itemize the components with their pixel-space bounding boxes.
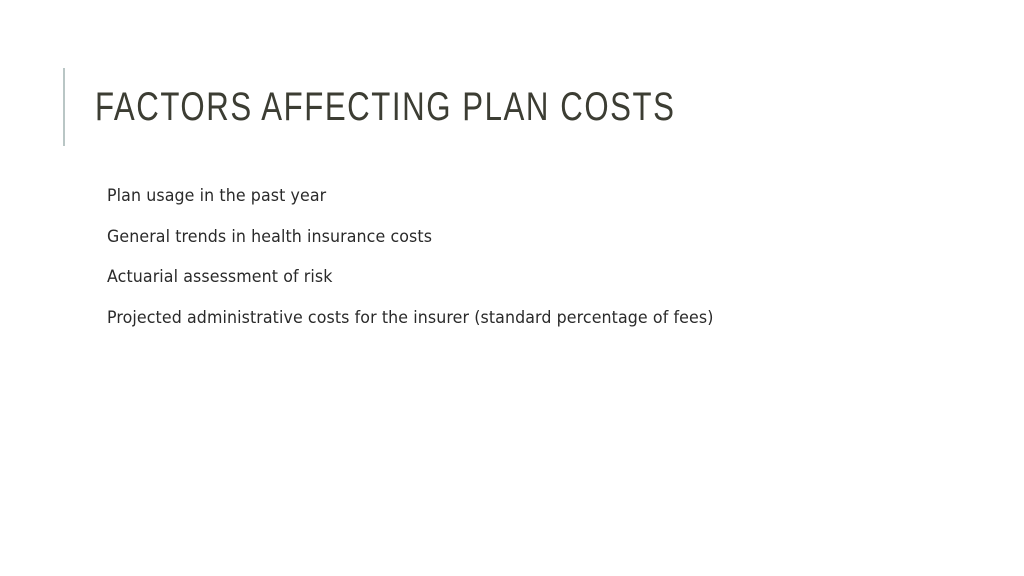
bullet-list: [107, 186, 739, 348]
bullet-item: Plan usage in the past year: [107, 186, 327, 205]
bullet-item: General trends in health insurance costs: [107, 226, 433, 246]
title-accent-bar: [63, 68, 65, 146]
bullet-item: Projected administrative costs for the insurer (standard percentage of fees): [107, 307, 714, 327]
bullet-item: Actuarial assessment of risk: [107, 267, 333, 286]
slide-title: FACTORS AFFECTING PLAN COSTS: [95, 85, 676, 129]
